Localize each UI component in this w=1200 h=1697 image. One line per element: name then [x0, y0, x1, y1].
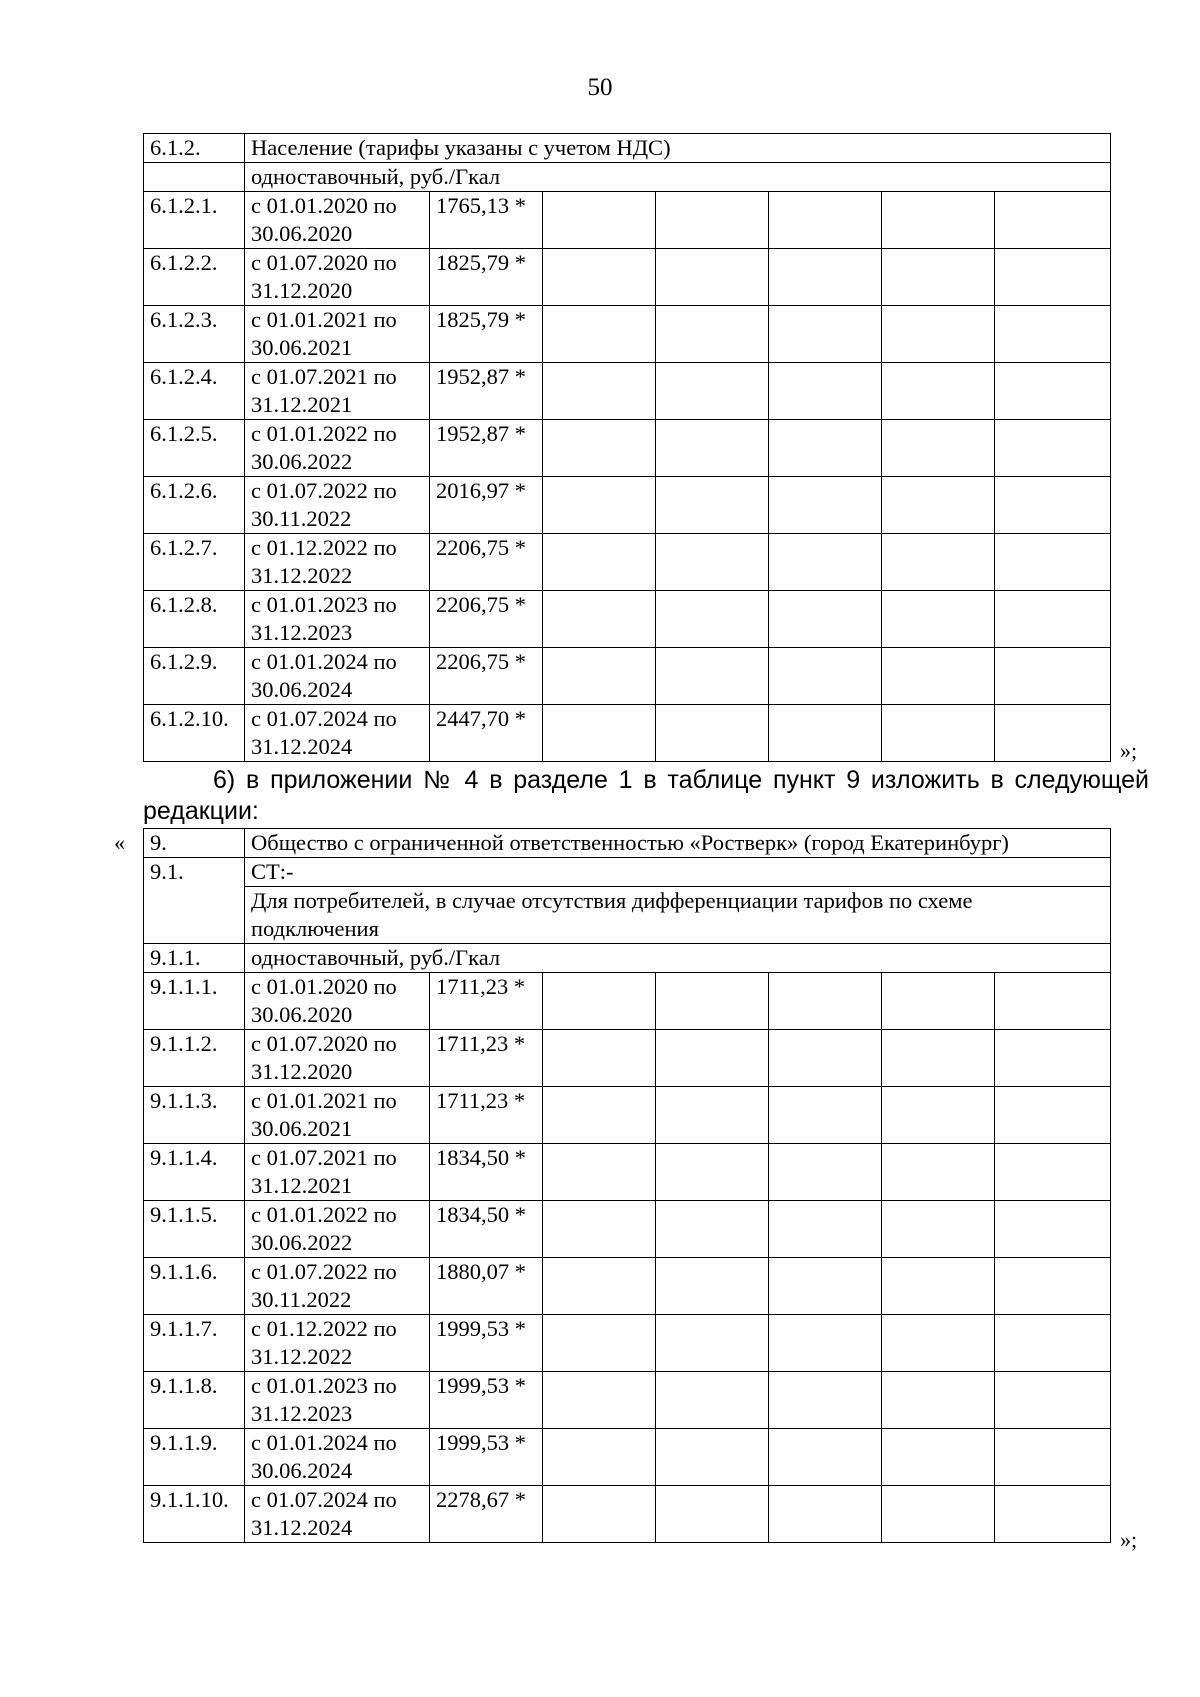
- row-period: с 01.01.2021 по 30.06.2021: [245, 1087, 430, 1144]
- table-row: [144, 477, 1111, 534]
- empty-cell: [882, 1201, 995, 1258]
- section-title: Население (тарифы указаны с учетом НДС): [245, 134, 1111, 163]
- empty-cell: [543, 420, 656, 477]
- row-value: 1880,07 *: [430, 1258, 543, 1315]
- row-code: 6.1.2.4.: [144, 363, 245, 420]
- row-period: с 01.07.2021 по 31.12.2021: [245, 1144, 430, 1201]
- empty-cell: [882, 1429, 995, 1486]
- row-code: 6.1.2.5.: [144, 420, 245, 477]
- row-code: 6.1.2.6.: [144, 477, 245, 534]
- row-code: 9.1.1.3.: [144, 1087, 245, 1144]
- row-value: 1999,53 *: [430, 1372, 543, 1429]
- empty-cell: [882, 1315, 995, 1372]
- empty-cell: [543, 477, 656, 534]
- row-period: с 01.01.2023 по 31.12.2023: [245, 591, 430, 648]
- sub-code: 9.1.: [144, 858, 245, 944]
- row-value: 2206,75 *: [430, 591, 543, 648]
- empty-cell: [882, 648, 995, 705]
- empty-cell: [995, 1144, 1111, 1201]
- row-code: 9.1.1.4.: [144, 1144, 245, 1201]
- empty-cell: [543, 648, 656, 705]
- table-row: [144, 1258, 1111, 1315]
- empty-cell: [882, 192, 995, 249]
- empty-cell: [882, 1372, 995, 1429]
- empty-cell: [995, 1087, 1111, 1144]
- empty-cell: [882, 363, 995, 420]
- tariff-table-rostverk: [143, 828, 1111, 1543]
- empty-cell: [543, 973, 656, 1030]
- empty-cell: [995, 192, 1111, 249]
- row-period: с 01.12.2022 по 31.12.2022: [245, 534, 430, 591]
- empty-cell: [543, 1372, 656, 1429]
- row-value: 1825,79 *: [430, 306, 543, 363]
- table-row: [144, 420, 1111, 477]
- table-row: [144, 1429, 1111, 1486]
- row-code: 9.1.1.5.: [144, 1201, 245, 1258]
- row-period: с 01.01.2022 по 30.06.2022: [245, 1201, 430, 1258]
- empty-cell: [656, 973, 769, 1030]
- table-row: [144, 705, 1111, 762]
- empty-cell: [543, 306, 656, 363]
- empty-cell: [769, 1087, 882, 1144]
- page-number: 50: [587, 74, 613, 101]
- empty-cell: [769, 1372, 882, 1429]
- row-period: с 01.01.2020 по 30.06.2020: [245, 192, 430, 249]
- empty-cell: [882, 705, 995, 762]
- org-title: Общество с ограниченной ответственностью «Ростверк» (город Екатеринбург): [245, 829, 1111, 858]
- closing-quote: »;: [1120, 738, 1138, 763]
- empty-cell: [882, 1144, 995, 1201]
- empty-cell: [769, 1201, 882, 1258]
- empty-cell: [995, 1486, 1111, 1543]
- opening-quote: «: [114, 830, 125, 855]
- empty-cell: [656, 1315, 769, 1372]
- table-row: [144, 973, 1111, 1030]
- row-code: 9.1.1.10.: [144, 1486, 245, 1543]
- row-period: с 01.07.2020 по 31.12.2020: [245, 249, 430, 306]
- row-code: 9.1.1.2.: [144, 1030, 245, 1087]
- row-code: 9.1.1.6.: [144, 1258, 245, 1315]
- row-value: 2278,67 *: [430, 1486, 543, 1543]
- row-value: 2447,70 *: [430, 705, 543, 762]
- empty-cell: [769, 1144, 882, 1201]
- empty-cell: [882, 1087, 995, 1144]
- empty-cell: [656, 1201, 769, 1258]
- table-row: [144, 648, 1111, 705]
- row-value: 1825,79 *: [430, 249, 543, 306]
- empty-cell: [882, 420, 995, 477]
- empty-cell: [995, 1258, 1111, 1315]
- empty-cell: [995, 973, 1111, 1030]
- empty-cell: [769, 192, 882, 249]
- org-code: 9.: [144, 829, 245, 858]
- empty-cell: [543, 363, 656, 420]
- empty-cell: [882, 1030, 995, 1087]
- empty-cell: [995, 249, 1111, 306]
- row-code: 9.1.1.1.: [144, 973, 245, 1030]
- empty-cell: [995, 1429, 1111, 1486]
- tariff-table-population: [143, 133, 1111, 762]
- empty-cell: [769, 363, 882, 420]
- empty-cell: [543, 534, 656, 591]
- empty-cell: [995, 1315, 1111, 1372]
- row-period: с 01.01.2020 по 30.06.2020: [245, 973, 430, 1030]
- empty-cell: [769, 591, 882, 648]
- paragraph-line-1: 6) в приложении № 4 в разделе 1 в таблице пункт 9 изложить в следующей: [213, 766, 1149, 794]
- empty-cell: [656, 192, 769, 249]
- empty-cell: [656, 363, 769, 420]
- table-row: [144, 1201, 1111, 1258]
- empty-cell: [656, 591, 769, 648]
- rate-code: 9.1.1.: [144, 944, 245, 973]
- paragraph-line-2: редакции:: [143, 797, 259, 825]
- row-period: с 01.07.2024 по 31.12.2024: [245, 705, 430, 762]
- empty-cell: [656, 648, 769, 705]
- row-code: 9.1.1.7.: [144, 1315, 245, 1372]
- row-value: 1834,50 *: [430, 1144, 543, 1201]
- row-code: 9.1.1.8.: [144, 1372, 245, 1429]
- empty-cell: [995, 1372, 1111, 1429]
- empty-cell: [882, 477, 995, 534]
- row-value: 2206,75 *: [430, 648, 543, 705]
- empty-cell: [543, 1315, 656, 1372]
- empty-cell: [882, 306, 995, 363]
- table-row: [144, 306, 1111, 363]
- empty-cell: [543, 192, 656, 249]
- empty-cell: [995, 705, 1111, 762]
- empty-cell: [769, 534, 882, 591]
- empty-cell: [543, 591, 656, 648]
- empty-cell: [769, 1486, 882, 1543]
- empty-cell: [543, 1486, 656, 1543]
- empty-cell: [995, 1030, 1111, 1087]
- empty-cell: [995, 534, 1111, 591]
- table-row: [144, 1087, 1111, 1144]
- empty-cell: [656, 1087, 769, 1144]
- empty-cell: [543, 1258, 656, 1315]
- empty-cell: [769, 306, 882, 363]
- empty-cell: [882, 1258, 995, 1315]
- rate-type: одноставочный, руб./Гкал: [245, 944, 1111, 973]
- empty-cell: [656, 1258, 769, 1315]
- empty-cell: [543, 1201, 656, 1258]
- row-value: 1834,50 *: [430, 1201, 543, 1258]
- row-code: 6.1.2.2.: [144, 249, 245, 306]
- empty-cell: [656, 534, 769, 591]
- row-period: с 01.07.2024 по 31.12.2024: [245, 1486, 430, 1543]
- row-value: 1711,23 *: [430, 973, 543, 1030]
- empty-cell: [995, 477, 1111, 534]
- row-value: 1711,23 *: [430, 1030, 543, 1087]
- table-row: [144, 1315, 1111, 1372]
- row-value: 1999,53 *: [430, 1315, 543, 1372]
- amendment-paragraph: [143, 765, 1149, 827]
- empty-cell: [995, 420, 1111, 477]
- closing-quote: »;: [1120, 1527, 1138, 1552]
- empty-cell: [769, 420, 882, 477]
- row-value: 1999,53 *: [430, 1429, 543, 1486]
- row-value: 1711,23 *: [430, 1087, 543, 1144]
- empty-cell: [882, 534, 995, 591]
- table-row: [144, 1030, 1111, 1087]
- table-row: [144, 249, 1111, 306]
- empty-cell: [882, 249, 995, 306]
- empty-cell: [656, 306, 769, 363]
- empty-cell: [656, 420, 769, 477]
- section-code: 6.1.2.: [144, 134, 245, 163]
- empty-cell: [543, 1087, 656, 1144]
- empty-cell: [543, 1429, 656, 1486]
- row-period: с 01.01.2023 по 31.12.2023: [245, 1372, 430, 1429]
- row-period: с 01.01.2024 по 30.06.2024: [245, 648, 430, 705]
- empty-cell: [769, 1030, 882, 1087]
- table-row: [144, 1144, 1111, 1201]
- row-code: 6.1.2.3.: [144, 306, 245, 363]
- empty-cell: [769, 705, 882, 762]
- sub-title: СТ:-: [245, 858, 1111, 887]
- row-code: 9.1.1.9.: [144, 1429, 245, 1486]
- row-code: 6.1.2.9.: [144, 648, 245, 705]
- row-code: 6.1.2.10.: [144, 705, 245, 762]
- empty-cell: [543, 705, 656, 762]
- row-value: 2016,97 *: [430, 477, 543, 534]
- row-value: 1765,13 *: [430, 192, 543, 249]
- row-period: с 01.07.2020 по 31.12.2020: [245, 1030, 430, 1087]
- row-period: с 01.01.2021 по 30.06.2021: [245, 306, 430, 363]
- empty-cell: [656, 705, 769, 762]
- empty-cell: [995, 363, 1111, 420]
- table-row: [144, 1372, 1111, 1429]
- table-row: [144, 192, 1111, 249]
- empty-cell: [656, 477, 769, 534]
- empty-cell: [656, 1030, 769, 1087]
- row-value: 2206,75 *: [430, 534, 543, 591]
- table-row: [144, 534, 1111, 591]
- empty-cell: [769, 648, 882, 705]
- row-period: с 01.07.2022 по 30.11.2022: [245, 477, 430, 534]
- empty-cell: [656, 1372, 769, 1429]
- empty-cell: [543, 1144, 656, 1201]
- empty-cell: [995, 306, 1111, 363]
- empty-cell: [656, 1429, 769, 1486]
- empty-cell: [656, 1144, 769, 1201]
- row-period: с 01.01.2024 по 30.06.2024: [245, 1429, 430, 1486]
- empty-cell: [995, 1201, 1111, 1258]
- row-period: с 01.07.2021 по 31.12.2021: [245, 363, 430, 420]
- empty-cell: [769, 249, 882, 306]
- empty-cell: [656, 1486, 769, 1543]
- table-row: [144, 363, 1111, 420]
- section-code-empty: [144, 163, 245, 192]
- rate-type: одноставочный, руб./Гкал: [245, 163, 1111, 192]
- row-code: 6.1.2.8.: [144, 591, 245, 648]
- row-period: с 01.07.2022 по 30.11.2022: [245, 1258, 430, 1315]
- consumers-note: Для потребителей, в случае отсутствия дифференциации тарифов по схеме подключения: [245, 887, 1111, 944]
- empty-cell: [769, 1315, 882, 1372]
- empty-cell: [543, 249, 656, 306]
- row-value: 1952,87 *: [430, 420, 543, 477]
- empty-cell: [882, 1486, 995, 1543]
- empty-cell: [769, 1429, 882, 1486]
- row-code: 6.1.2.7.: [144, 534, 245, 591]
- empty-cell: [543, 1030, 656, 1087]
- row-value: 1952,87 *: [430, 363, 543, 420]
- table-row: [144, 1486, 1111, 1543]
- empty-cell: [995, 648, 1111, 705]
- empty-cell: [882, 591, 995, 648]
- empty-cell: [769, 1258, 882, 1315]
- row-code: 6.1.2.1.: [144, 192, 245, 249]
- empty-cell: [995, 591, 1111, 648]
- empty-cell: [769, 477, 882, 534]
- table-row: [144, 591, 1111, 648]
- empty-cell: [769, 973, 882, 1030]
- empty-cell: [656, 249, 769, 306]
- empty-cell: [882, 973, 995, 1030]
- row-period: с 01.12.2022 по 31.12.2022: [245, 1315, 430, 1372]
- row-period: с 01.01.2022 по 30.06.2022: [245, 420, 430, 477]
